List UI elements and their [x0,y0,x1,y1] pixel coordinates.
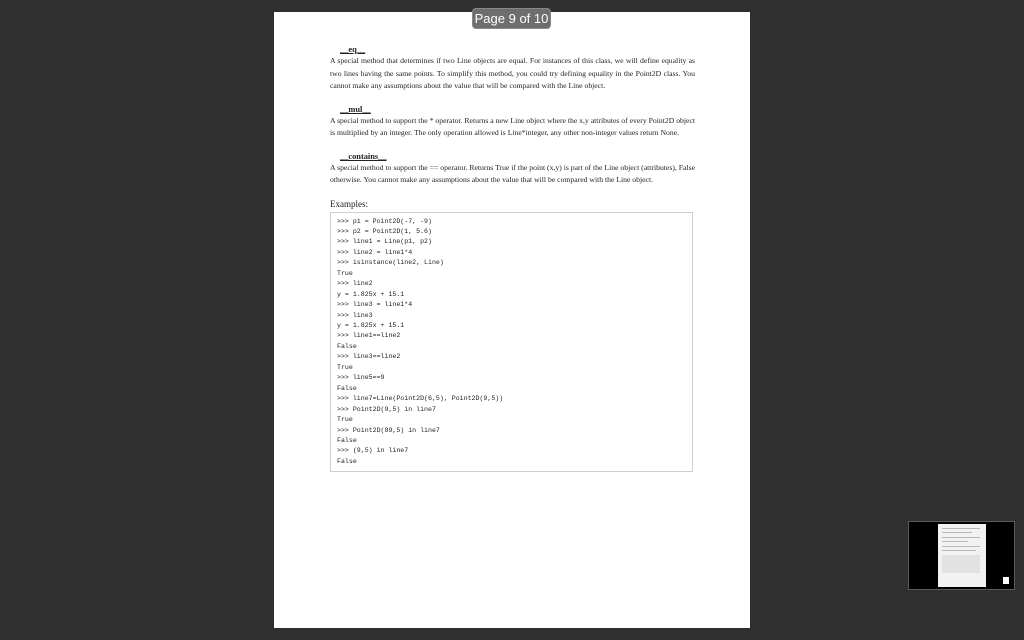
thumbnail-page-preview[interactable] [938,524,986,587]
code-line: >>> line3 [337,311,373,319]
code-line: True [337,269,353,277]
code-line: >>> p2 = Point2D(1, 5.6) [337,227,432,235]
page-indicator: Page 9 of 10 [474,11,549,26]
code-line: y = 1.825x + 15.1 [337,290,405,298]
code-example-box [330,212,693,473]
code-line: >>> line1==line2 [337,332,401,340]
code-line: False [337,342,357,350]
document-content [330,45,695,472]
code-line: >>> line3==line2 [337,353,401,361]
section-title: __eq__ [340,45,366,54]
section-body: A special method to support the * operator. Returns a new Line object where the x,y attributes of every Point2D object is multiplied by an integer. The only operation allowed is Line*integer, any other non-integer values return None. [330,115,695,137]
code-line: False [337,457,357,465]
examples-label: Examples: [330,198,368,209]
code-line: False [337,437,357,445]
section-title: __contains__ [340,151,387,161]
section-mul [330,105,695,140]
code-line: >>> line2 [337,280,373,288]
code-line: >>> Point2D(9,5) in line7 [337,405,436,413]
code-line: y = 1.825x + 15.1 [337,322,405,330]
section-title: __mul__ [340,104,371,114]
page-thumbnail-navigator[interactable] [908,521,1015,590]
code-line: True [337,416,353,424]
code-line: >>> isinstance(line2, Line) [337,259,444,267]
code-line: >>> line2 = line1*4 [337,248,413,256]
code-line: >>> line1 = Line(p1, p2) [337,238,432,246]
code-line: >>> line5==9 [337,374,385,382]
code-line: >>> line7=Line(Point2D(6,5), Point2D(9,5)) [337,395,504,403]
code-line: True [337,363,353,371]
code-line: >>> p1 = Point2D(-7, -9) [337,217,432,225]
section-eq [330,45,695,93]
code-line: >>> line3 = line1*4 [337,301,413,309]
section-body: A special method to support the == operator. Returns True if the point (x,y) is part of the Line object (attributes), False otherwise. You cannot make any assumptions about the value that will be compared with the Line object. [330,162,695,184]
code-line: False [337,384,357,392]
section-body: A special method that determines if two Line objects are equal. For instances of this class, we will define equality as two lines having the same points. To simplify this method, you could try defining equality in the Point2D class. You cannot make any assumptions about the value that will be compared with the Line object. [330,56,695,90]
section-contains [330,152,695,187]
code-line: >>> Point2D(89,5) in line7 [337,426,440,434]
code-line: >>> (9,5) in line7 [337,447,409,455]
thumbnail-scroll-handle[interactable] [1003,577,1009,584]
